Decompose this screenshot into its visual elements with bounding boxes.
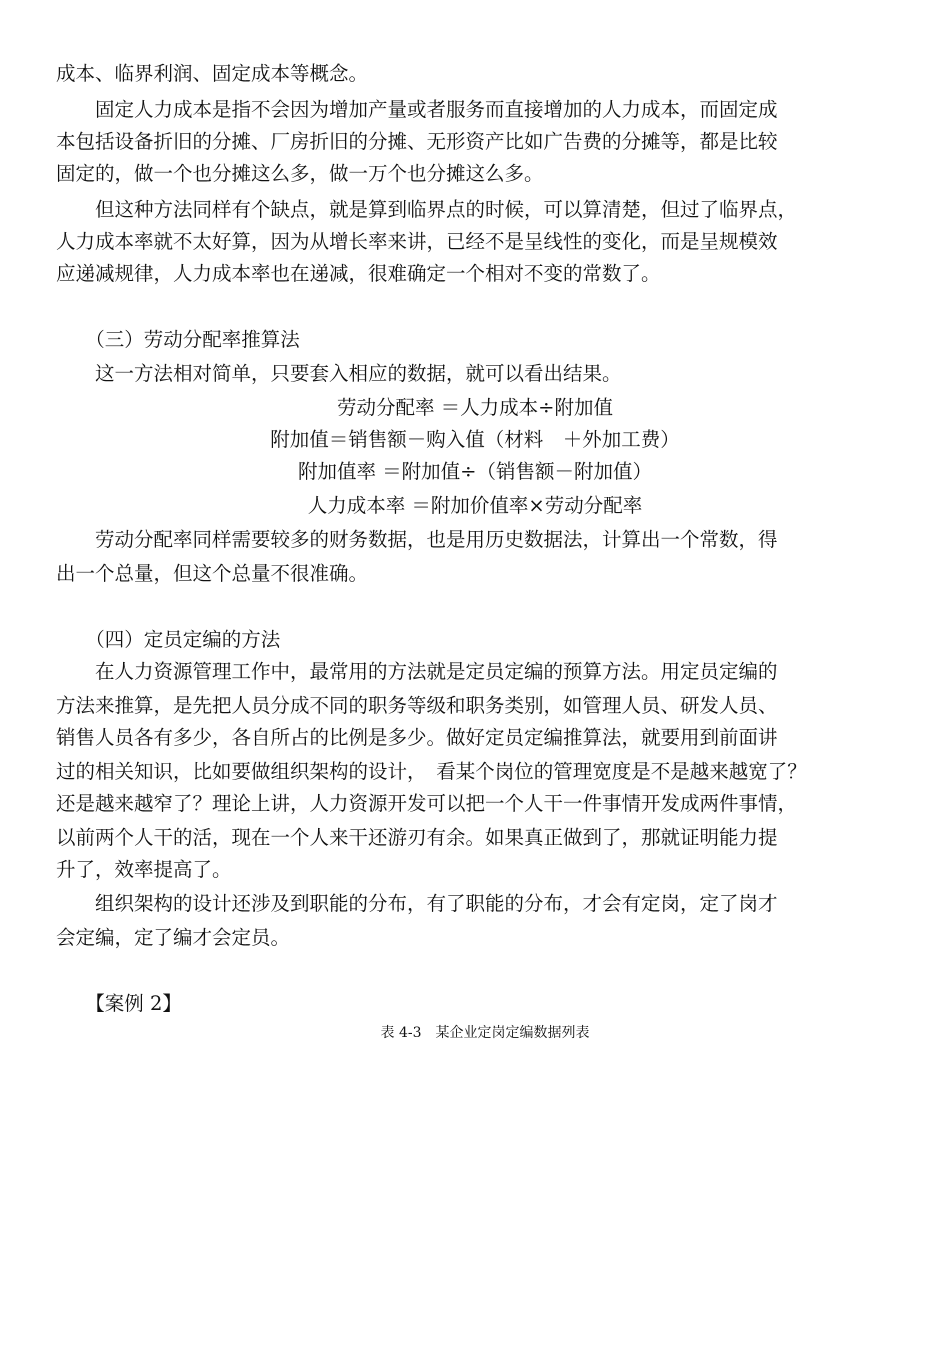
paragraph-5-line: 方法来推算，是先把人员分成不同的职务等级和职务类别，如管理人员、研发人员、 (56, 694, 778, 717)
paragraph-6-line: 组织架构的设计还涉及到职能的分布，有了职能的分布，才会有定岗，定了岗才 (56, 892, 778, 915)
paragraph-5-line: 以前两个人干的活，现在一个人来干还游刃有余。如果真正做到了，那就证明能力提 (56, 826, 778, 849)
section-3-intro: 这一方法相对简单，只要套入相应的数据，就可以看出结果。 (56, 362, 622, 385)
formula-labor-cost-rate: 人力成本率 ＝附加价值率×劳动分配率 (307, 494, 643, 517)
paragraph-1-line: 成本、临界利润、固定成本等概念。 (56, 62, 369, 85)
paragraph-4-line: 出一个总量，但这个总量不很准确。 (56, 562, 369, 585)
paragraph-3-line: 但这种方法同样有个缺点，就是算到临界点的时候，可以算清楚，但过了临界点， (56, 198, 798, 221)
paragraph-5-line: 还是越来越窄了？理论上讲，人力资源开发可以把一个人干一件事情开发成两件事情， (56, 792, 798, 815)
case-label: 【案例 2】 (56, 992, 182, 1015)
paragraph-2-line: 固定人力成本是指不会因为增加产量或者服务而直接增加的人力成本，而固定成 (56, 98, 778, 121)
section-3-heading: （三）劳动分配率推算法 (56, 328, 300, 351)
table-caption: 表 4-3 某企业定岗定编数据列表 (380, 1025, 590, 1041)
paragraph-2-line: 本包括设备折旧的分摊、厂房折旧的分摊、无形资产比如广告费的分摊等，都是比较 (56, 130, 778, 153)
paragraph-3-line: 人力成本率就不太好算，因为从增长率来讲，已经不是呈线性的变化，而是呈规模效 (56, 230, 778, 253)
paragraph-5-line: 过的相关知识，比如要做组织架构的设计， 看某个岗位的管理宽度是不是越来越宽了？ (56, 760, 807, 783)
formula-labor-distribution-rate: 劳动分配率 ＝人力成本÷附加值 (336, 396, 614, 419)
section-4-heading: （四）定员定编的方法 (56, 628, 281, 651)
paragraph-5-line: 销售人员各有多少，各自所占的比例是多少。做好定员定编推算法，就要用到前面讲 (56, 726, 778, 749)
paragraph-3-line: 应递减规律，人力成本率也在递减，很难确定一个相对不变的常数了。 (56, 262, 661, 285)
formula-added-value: 附加值＝销售额－购入值（材料 ＋外加工费） (270, 428, 680, 451)
paragraph-2-line: 固定的，做一个也分摊这么多，做一万个也分摊这么多。 (56, 162, 544, 185)
formula-added-value-rate: 附加值率 ＝附加值÷（销售额－附加值） (297, 460, 653, 483)
paragraph-4-line: 劳动分配率同样需要较多的财务数据，也是用历史数据法，计算出一个常数，得 (56, 528, 778, 551)
paragraph-5-line: 升了，效率提高了。 (56, 858, 232, 881)
paragraph-5-line: 在人力资源管理工作中，最常用的方法就是定员定编的预算方法。用定员定编的 (56, 660, 778, 683)
paragraph-6-line: 会定编，定了编才会定员。 (56, 926, 291, 949)
